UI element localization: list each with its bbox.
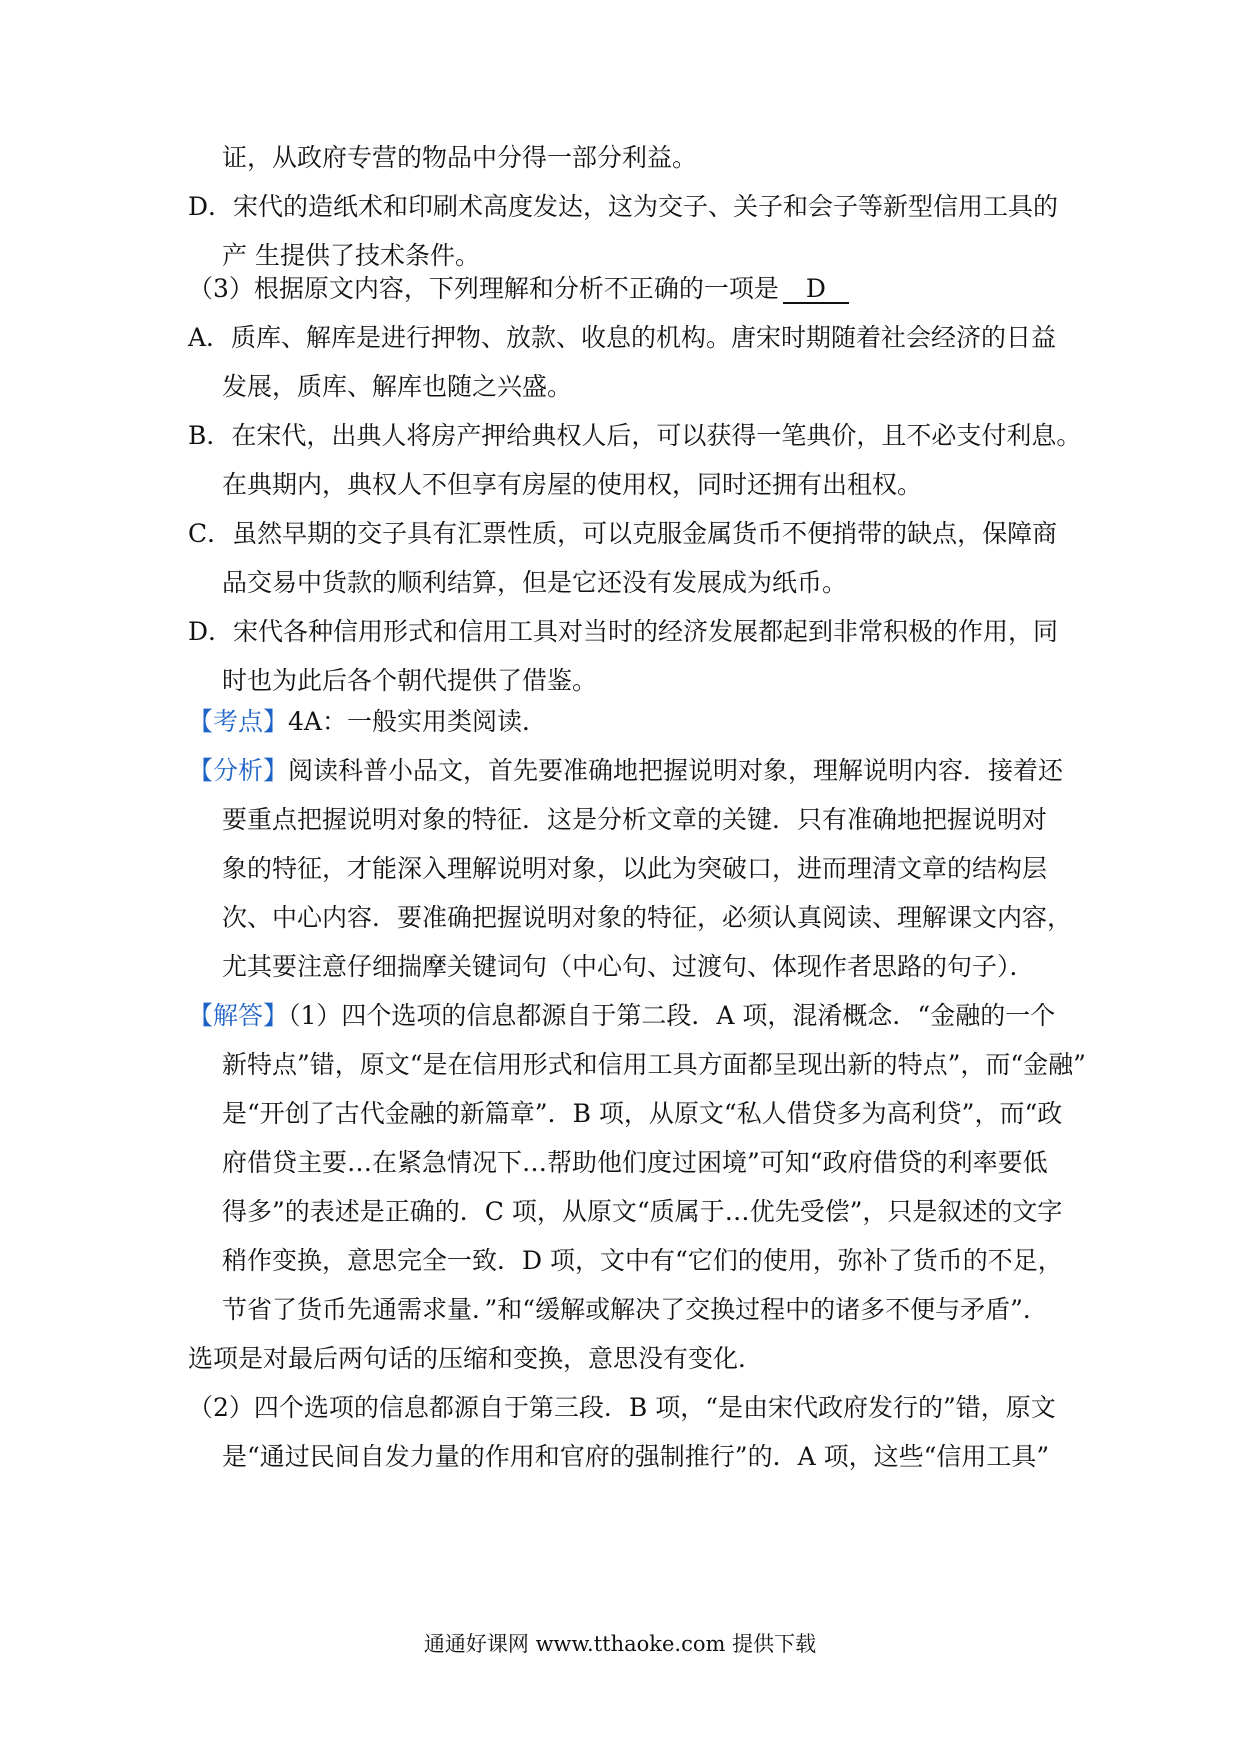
page-footer: 通通好课网 www.tthaoke.com 提供下载 [423,1632,817,1656]
question-3-stem [188,264,1068,313]
answer-blank: D [783,276,849,304]
option-d-line-2: 时也为此后各个朝代提供了借鉴。 [222,666,598,695]
jieda-line-1 [188,991,1068,1040]
jieda-line-7: 节省了货币先通需求量．”和“缓解或解决了交换过程中的诸多不便与矛盾”． [222,1295,1048,1324]
fenxi-line-1 [188,746,1068,795]
jieda-line-9: （2）四个选项的信息都源自于第三段．B 项，“是由宋代政府发行的”错，原文 [188,1393,1056,1422]
jieda-tag: 【解答】 [188,1001,289,1030]
kaodian-line [188,697,1068,746]
fenxi-line-3: 象的特征，才能深入理解说明对象，以此为突破口，进而理清文章的结构层 [222,854,1048,883]
option-d-line-1: D．宋代各种信用形式和信用工具对当时的经济发展都起到非常积极的作用，同 [188,617,1059,646]
analysis-section [188,697,1086,1481]
option-a-line-2: 发展，质库、解库也随之兴盛。 [222,372,573,401]
jieda-line-2: 新特点”错，原文“是在信用形式和信用工具方面都呈现出新的特点”，而“金融” [222,1050,1086,1079]
option-b-line-1: B．在宋代，出典人将房产押给典权人后，可以获得一笔典价，且不必支付利息。 [188,421,1082,450]
fenxi-text-1: 阅读科普小品文，首先要准确地把握说明对象，理解说明内容．接着还 [288,756,1064,785]
fenxi-tag: 【分析】 [188,756,289,785]
question-3 [188,264,1082,705]
jieda-line-4: 府借贷主要…在紧急情况下…帮助他们度过困境”可知“政府借贷的利率要低 [222,1148,1048,1177]
jieda-line-5: 得多”的表述是正确的．C 项，从原文“质属于…优先受偿”，只是叙述的文字 [222,1197,1063,1226]
option-a-line-1: A．质库、解库是进行押物、放款、收息的机构。唐宋时期随着社会经济的日益 [188,323,1057,352]
jieda-line-6: 稍作变换，意思完全一致．D 项，文中有“它们的使用，弥补了货币的不足， [222,1246,1063,1275]
option-b-line-2: 在典期内，典权人不但享有房屋的使用权，同时还拥有出租权。 [222,470,923,499]
option-c-line-2: 品交易中货款的顺利结算，但是它还没有发展成为纸币。 [222,568,848,597]
question-3-stem-text: （3）根据原文内容，下列理解和分析不正确的一项是 [188,274,779,303]
fenxi-line-5: 尤其要注意仔细揣摩关键词句（中心句、过渡句、体现作者思路的句子）． [222,952,1035,981]
jieda-line-8: 选项是对最后两句话的压缩和变换，意思没有变化． [188,1344,764,1373]
jieda-line-10: 是“通过民间自发力量的作用和官府的强制推行”的．A 项，这些“信用工具” [222,1442,1050,1471]
jieda-line-3: 是“开创了古代金融的新篇章”．B 项，从原文“私人借贷多为高利贷”，而“政 [222,1099,1063,1128]
option-c-line-1: C．虽然早期的交子具有汇票性质，可以克服金属货币不便捎带的缺点，保障商 [188,519,1058,548]
kaodian-text: 4A：一般实用类阅读． [288,707,547,736]
option-c-continuation: 证，从政府专营的物品中分得一部分利益。 [222,143,698,172]
question-2-tail [188,133,1068,280]
fenxi-line-2: 要重点把握说明对象的特征．这是分析文章的关键．只有准确地把握说明对 [222,805,1048,834]
option-d-line-1: D．宋代的造纸术和印刷术高度发达，这为交子、关子和会子等新型信用工具的 [188,192,1059,221]
kaodian-tag: 【考点】 [188,707,289,736]
jieda-text-1: （1）四个选项的信息都源自于第二段．A 项，混淆概念．“金融的一个 [288,1001,1056,1030]
option-d-line-2: 产 生提供了技术条件。 [222,241,480,270]
fenxi-line-4: 次、中心内容．要准确把握说明对象的特征，必须认真阅读、理解课文内容， [222,903,1073,932]
